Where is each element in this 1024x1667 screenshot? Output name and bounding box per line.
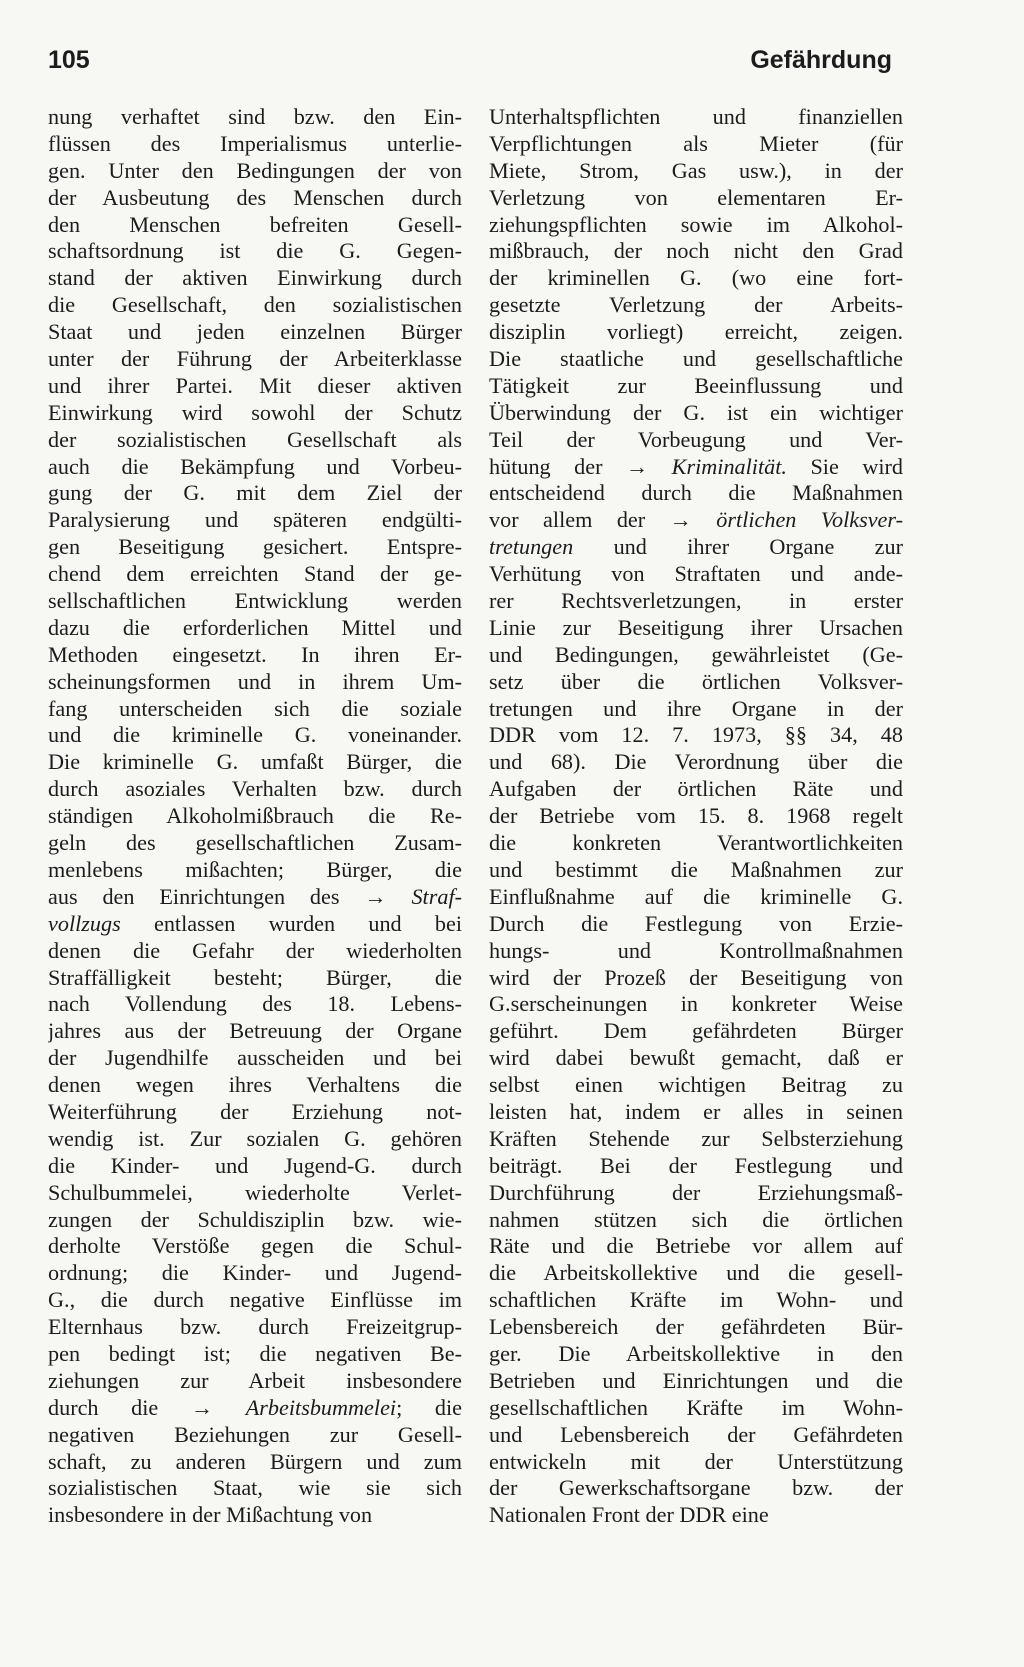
text-line [489, 185, 903, 212]
text-line [489, 1368, 903, 1395]
text-segment: die konkreten Verantwortlichkeiten [489, 830, 903, 856]
italic-term: Arbeitsbummelei [245, 1394, 397, 1420]
text-line [489, 669, 903, 696]
text-segment: tretungen und ihre Organe in der [489, 695, 903, 721]
text-segment: auch die Bekämpfung und Vorbeu- [48, 453, 462, 479]
text-segment: Verpflichtungen als Mieter (für [489, 130, 903, 156]
text-line [489, 642, 903, 669]
text-segment: Kräften Stehende zur Selbsterziehung [489, 1125, 903, 1151]
text-segment: Lebensbereich der gefährdeten Bür- [489, 1314, 903, 1340]
text-segment: Durch die Festlegung von Erzie- [489, 910, 903, 936]
text-segment: Räte und die Betriebe vor allem auf [489, 1233, 903, 1259]
text-line [48, 561, 462, 588]
text-segment: schaft, zu anderen Bürgern und zum [48, 1448, 462, 1474]
text-segment: ger. Die Arbeitskollektive in den [489, 1340, 903, 1366]
text-line [489, 212, 903, 239]
text-line [48, 911, 462, 938]
text-line [48, 1314, 462, 1341]
text-segment: Methoden eingesetzt. In ihren Er- [48, 641, 462, 667]
text-segment: und ihrer Partei. Mit dieser aktiven [48, 372, 462, 398]
text-line [489, 1018, 903, 1045]
text-line [48, 1018, 462, 1045]
text-segment: Durchführung der Erziehungsmaß- [489, 1179, 903, 1205]
text-column-right [489, 104, 903, 1529]
text-segment: Die staatliche und gesellschaftliche [489, 346, 903, 372]
text-line [48, 1099, 462, 1126]
text-line [489, 561, 903, 588]
text-segment: selbst einen wichtigen Beitrag zu [489, 1072, 903, 1098]
text-line [48, 427, 462, 454]
text-line [489, 1314, 903, 1341]
text-segment: und die kriminelle G. voneinander. [48, 722, 462, 748]
text-line [489, 346, 903, 373]
text-segment: derholte Verstöße gegen die Schul- [48, 1233, 462, 1259]
text-line [48, 830, 462, 857]
text-line [489, 319, 903, 346]
text-segment: Elternhaus bzw. durch Freizeitgrup- [48, 1314, 462, 1340]
text-line [48, 158, 462, 185]
text-line [489, 722, 903, 749]
text-segment: und Bedingungen, gewährleistet (Ge- [489, 641, 903, 667]
text-segment: fang unterscheiden sich die soziale [48, 695, 462, 721]
text-line [489, 991, 903, 1018]
text-segment: hütung der → [489, 453, 672, 479]
text-line [489, 534, 903, 561]
text-segment: Nationalen Front der DDR eine [489, 1502, 769, 1528]
text-line [489, 803, 903, 830]
text-line [48, 1207, 462, 1234]
text-line [48, 938, 462, 965]
text-line [48, 669, 462, 696]
text-line [489, 884, 903, 911]
text-segment: wendig ist. Zur sozialen G. gehören [48, 1125, 462, 1151]
text-line [48, 1368, 462, 1395]
text-segment: stand der aktiven Einwirkung durch [48, 265, 462, 291]
text-line [48, 1502, 462, 1529]
text-segment: Straffälligkeit besteht; Bürger, die [48, 964, 462, 990]
text-line [48, 615, 462, 642]
text-segment: und ihrer Organe zur [573, 534, 903, 560]
text-segment: ordnung; die Kinder- und Jugend- [48, 1260, 462, 1286]
text-segment: Staat und jeden einzelnen Bürger [48, 319, 462, 345]
text-segment: wird der Prozeß der Beseitigung von [489, 964, 903, 990]
text-line [48, 1045, 462, 1072]
text-line [489, 1502, 903, 1529]
text-segment: Die kriminelle G. umfaßt Bürger, die [48, 749, 462, 775]
text-line [48, 884, 462, 911]
text-line [489, 776, 903, 803]
text-line [489, 427, 903, 454]
text-line [48, 454, 462, 481]
text-line [48, 1422, 462, 1449]
text-line [489, 454, 903, 481]
text-line [48, 373, 462, 400]
text-line [48, 400, 462, 427]
text-segment: durch asoziales Verhalten bzw. durch [48, 776, 462, 802]
text-segment: Linie zur Beseitigung ihrer Ursachen [489, 614, 903, 640]
text-segment: hungs- und Kontrollmaßnahmen [489, 937, 903, 963]
text-segment: nung verhaftet sind bzw. den Ein- [48, 104, 462, 129]
italic-term: Kriminalität. [671, 453, 787, 479]
text-line [48, 1449, 462, 1476]
text-segment: rer Rechtsverletzungen, in erster [489, 588, 903, 614]
text-segment: gen. Unter den Bedingungen der von [48, 157, 462, 183]
text-segment: unter der Führung der Arbeiterklasse [48, 346, 462, 372]
text-line [489, 1072, 903, 1099]
text-line [48, 212, 462, 239]
text-line [48, 346, 462, 373]
text-segment: G.serscheinungen in konkreter Weise [489, 991, 903, 1017]
text-segment: schaftsordnung ist die G. Gegen- [48, 238, 462, 264]
text-line [48, 776, 462, 803]
text-line [48, 749, 462, 776]
text-segment: Einflußnahme auf die kriminelle G. [489, 883, 903, 909]
text-segment: Teil der Vorbeugung und Ver- [489, 426, 903, 452]
page-header [48, 46, 892, 86]
text-line [48, 1233, 462, 1260]
text-line [48, 1341, 462, 1368]
text-line [489, 1475, 903, 1502]
text-segment: gung der G. mit dem Ziel der [48, 480, 462, 506]
text-segment: Verletzung von elementaren Er- [489, 184, 903, 210]
text-segment: Betrieben und Einrichtungen und die [489, 1367, 903, 1393]
text-segment: G., die durch negative Einflüsse im [48, 1287, 462, 1313]
text-line [489, 292, 903, 319]
text-segment: vor allem der → [489, 507, 717, 533]
text-line [489, 131, 903, 158]
text-segment: und Lebensbereich der Gefährdeten [489, 1421, 903, 1447]
text-line [48, 803, 462, 830]
text-line [48, 991, 462, 1018]
text-segment: aus den Einrichtungen des → [48, 883, 412, 909]
text-line [48, 1072, 462, 1099]
text-segment: negativen Beziehungen zur Gesell- [48, 1421, 462, 1447]
text-column-left [48, 104, 462, 1529]
text-segment: der kriminellen G. (wo eine fort- [489, 265, 903, 291]
text-line [489, 1287, 903, 1314]
text-line [48, 507, 462, 534]
text-segment: der Ausbeutung des Menschen durch [48, 184, 462, 210]
text-segment: sellschaftlichen Entwicklung werden [48, 588, 462, 614]
text-segment: leisten hat, indem er alles in seinen [489, 1098, 903, 1124]
text-segment: Miete, Strom, Gas usw.), in der [489, 157, 903, 183]
text-line [489, 507, 903, 534]
text-segment: Tätigkeit zur Beeinflussung und [489, 372, 903, 398]
text-segment: entlassen wurden und bei [120, 910, 462, 936]
text-line [489, 265, 903, 292]
text-segment: der Betriebe vom 15. 8. 1968 regelt [489, 803, 903, 829]
text-segment: menlebens mißachten; Bürger, die [48, 856, 462, 882]
text-segment: gen Beseitigung gesichert. Entspre- [48, 534, 462, 560]
text-segment: ständigen Alkoholmißbrauch die Re- [48, 803, 462, 829]
text-segment: nahmen stützen sich die örtlichen [489, 1206, 903, 1232]
text-line [48, 534, 462, 561]
text-segment: geln des gesellschaftlichen Zusam- [48, 830, 462, 856]
text-line [48, 185, 462, 212]
text-line [48, 1180, 462, 1207]
text-segment: entwickeln mit der Unterstützung [489, 1448, 903, 1474]
text-line [48, 265, 462, 292]
text-segment: die Arbeitskollektive und die gesell- [489, 1260, 903, 1286]
text-line [489, 1233, 903, 1260]
text-segment: die Gesellschaft, den sozialistischen [48, 292, 462, 318]
text-line [489, 1260, 903, 1287]
text-line [489, 911, 903, 938]
text-segment: Weiterführung der Erziehung not- [48, 1098, 462, 1124]
text-segment: Überwindung der G. ist ein wichtiger [489, 399, 903, 425]
text-line [48, 696, 462, 723]
text-segment: durch die → [48, 1394, 246, 1420]
text-line [489, 1045, 903, 1072]
text-line [48, 642, 462, 669]
text-segment: Einwirkung wird sowohl der Schutz [48, 399, 462, 425]
text-line [48, 1395, 462, 1422]
text-segment: jahres aus der Betreuung der Organe [48, 1018, 462, 1044]
text-line [489, 238, 903, 265]
text-line [48, 857, 462, 884]
text-segment: ; die [396, 1394, 462, 1420]
text-segment: dazu die erforderlichen Mittel und [48, 614, 462, 640]
text-segment: beiträgt. Bei der Festlegung und [489, 1152, 903, 1178]
text-line [48, 965, 462, 992]
text-line [48, 1475, 462, 1502]
text-segment: DDR vom 12. 7. 1973, §§ 34, 48 [489, 722, 903, 748]
text-line [489, 615, 903, 642]
text-segment: und bestimmt die Maßnahmen zur [489, 856, 903, 882]
text-segment: ziehungen zur Arbeit insbesondere [48, 1367, 462, 1393]
text-line [489, 1449, 903, 1476]
running-head: Gefährdung [750, 46, 892, 74]
text-segment: die Kinder- und Jugend-G. durch [48, 1152, 462, 1178]
text-line [48, 1260, 462, 1287]
text-line [489, 588, 903, 615]
text-segment: gesellschaftlichen Kräfte im Wohn- [489, 1394, 903, 1420]
text-line [489, 1422, 903, 1449]
text-segment: entscheidend durch die Maßnahmen [489, 480, 903, 506]
text-line [48, 1126, 462, 1153]
text-segment: chend dem erreichten Stand der ge- [48, 561, 462, 587]
text-segment: der Jugendhilfe ausscheiden und bei [48, 1045, 462, 1071]
text-segment: Unterhaltspflichten und finanziellen [489, 104, 903, 129]
text-segment: Schulbummelei, wiederholte Verlet- [48, 1179, 462, 1205]
text-line [489, 965, 903, 992]
text-segment: den Menschen befreiten Gesell- [48, 211, 462, 237]
text-segment: der Gewerkschaftsorgane bzw. der [489, 1475, 903, 1501]
text-segment: pen bedingt ist; die negativen Be- [48, 1340, 462, 1366]
text-line [489, 830, 903, 857]
text-line [48, 480, 462, 507]
text-line [48, 104, 462, 131]
text-segment: der sozialistischen Gesellschaft als [48, 426, 462, 452]
text-line [48, 292, 462, 319]
text-line [489, 1099, 903, 1126]
text-segment: zungen der Schuldisziplin bzw. wie- [48, 1206, 462, 1232]
text-line [489, 938, 903, 965]
text-segment: wird dabei bewußt gemacht, daß er [489, 1045, 903, 1071]
italic-term: tretungen [489, 534, 574, 560]
text-segment: mißbrauch, der noch nicht den Grad [489, 238, 903, 264]
italic-term: örtlichen Volksver- [716, 507, 903, 533]
page-number: 105 [48, 46, 90, 74]
text-line [48, 722, 462, 749]
text-line [489, 158, 903, 185]
text-segment: scheinungsformen und in ihrem Um- [48, 668, 462, 694]
italic-term: Straf- [411, 883, 462, 909]
text-segment: insbesondere in der Mißachtung von [48, 1502, 373, 1528]
text-line [489, 1395, 903, 1422]
text-segment: nach Vollendung des 18. Lebens- [48, 991, 462, 1017]
text-segment: Sie wird [786, 453, 903, 479]
text-segment: Paralysierung und späteren endgülti- [48, 507, 462, 533]
text-line [489, 373, 903, 400]
text-segment: Verhütung von Straftaten und ande- [489, 561, 903, 587]
italic-term: vollzugs [48, 910, 121, 936]
text-segment: geführt. Dem gefährdeten Bürger [489, 1018, 903, 1044]
text-line [489, 857, 903, 884]
text-segment: sozialistischen Staat, wie sie sich [48, 1475, 462, 1501]
text-segment: schaftlichen Kräfte im Wohn- und [489, 1287, 903, 1313]
text-line [489, 1180, 903, 1207]
text-line [489, 1153, 903, 1180]
text-line [48, 131, 462, 158]
text-segment: flüssen des Imperialismus unterlie- [48, 130, 462, 156]
text-segment: setz über die örtlichen Volksver- [489, 668, 903, 694]
text-line [48, 1153, 462, 1180]
text-line [489, 1207, 903, 1234]
text-line [48, 1287, 462, 1314]
text-line [489, 400, 903, 427]
text-segment: disziplin vorliegt) erreicht, zeigen. [489, 319, 903, 345]
text-segment: und 68). Die Verordnung über die [489, 749, 903, 775]
text-line [489, 1341, 903, 1368]
text-segment: Aufgaben der örtlichen Räte und [489, 776, 903, 802]
text-line [48, 319, 462, 346]
text-line [48, 588, 462, 615]
text-line [489, 104, 903, 131]
text-line [489, 1126, 903, 1153]
text-segment: denen wegen ihres Verhaltens die [48, 1072, 462, 1098]
text-line [489, 696, 903, 723]
text-segment: denen die Gefahr der wiederholten [48, 937, 462, 963]
text-segment: ziehungspflichten sowie im Alkohol- [489, 211, 903, 237]
text-segment: gesetzte Verletzung der Arbeits- [489, 292, 903, 318]
text-line [489, 480, 903, 507]
text-line [489, 749, 903, 776]
text-line [48, 238, 462, 265]
